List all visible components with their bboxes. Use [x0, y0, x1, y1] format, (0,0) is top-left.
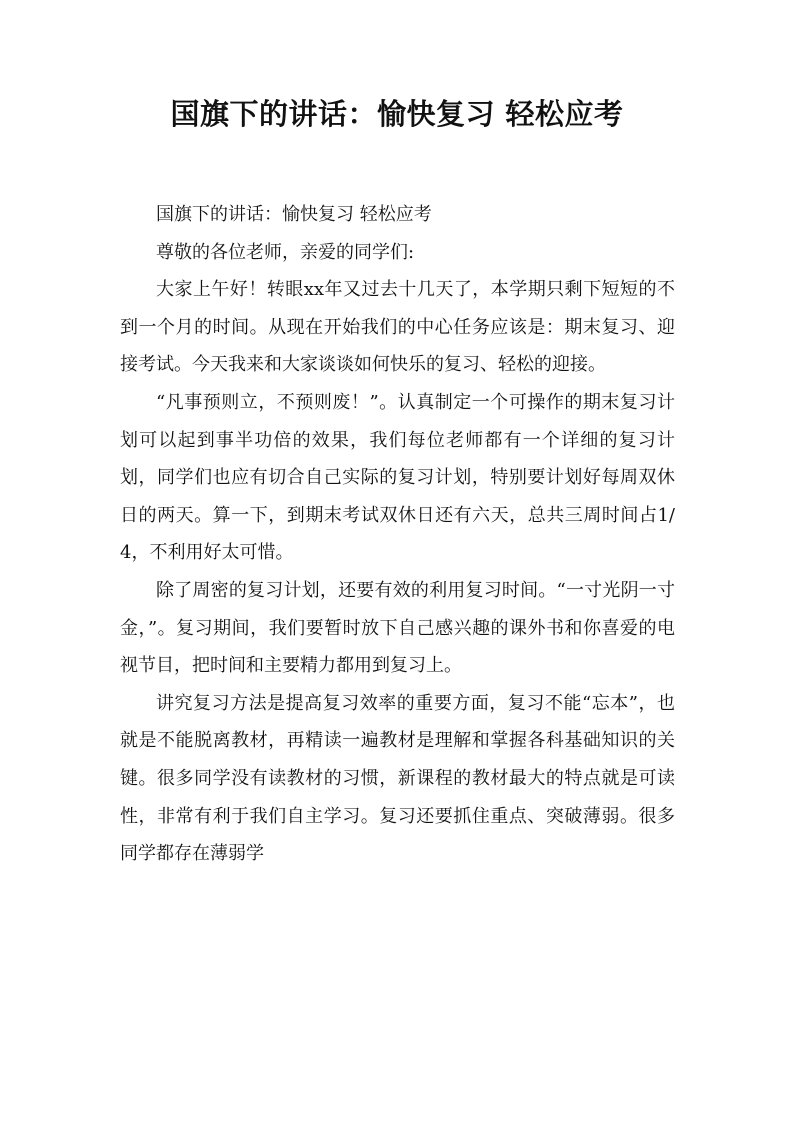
body-paragraph: 除了周密的复习计划，还要有效的利用复习时间。“一寸光阴一寸金，”。复习期间，我们要暂时放下自己感兴趣的课外书和你喜爱的电视节目，把时间和主要精力都用到复习上。: [120, 579, 675, 677]
document-body: [120, 196, 675, 873]
body-paragraph: 大家上午好！转眼xx年又过去十几天了，本学期只剩下短短的不到一个月的时间。从现在开始我们的中心任务应该是：期末复习、迎接考试。今天我来和大家谈谈如何快乐的复习、轻松的迎接。: [120, 279, 675, 376]
body-paragraph: 国旗下的讲话：愉快复习 轻松应考: [156, 204, 432, 225]
document-title: 国旗下的讲话：愉快复习 轻松应考: [170, 97, 624, 131]
body-paragraph: 尊敬的各位老师，亲爱的同学们:: [156, 241, 415, 263]
body-paragraph: 讲究复习方法是提高复习效率的重要方面，复习不能“忘本”，也就是不能脱离教材，再精读一遍教材是理解和掌握各科基础知识的关键。很多同学没有读教材的习惯，新课程的教材最大的特点就是可读性，非常有利于我们自主学习。复习还要抓住重点、突破薄弱。很多同学都存在薄弱学: [120, 692, 675, 865]
body-paragraph: “凡事预则立，不预则废！”。认真制定一个可操作的期末复习计划可以起到事半功倍的效果，我们每位老师都有一个详细的复习计划，同学们也应有切合自己实际的复习计划，特别要计划好每周双休日的两天。算一下，到期末考试双休日还有六天，总共三周时间占1/4，不利用好太可惜。: [120, 391, 675, 564]
